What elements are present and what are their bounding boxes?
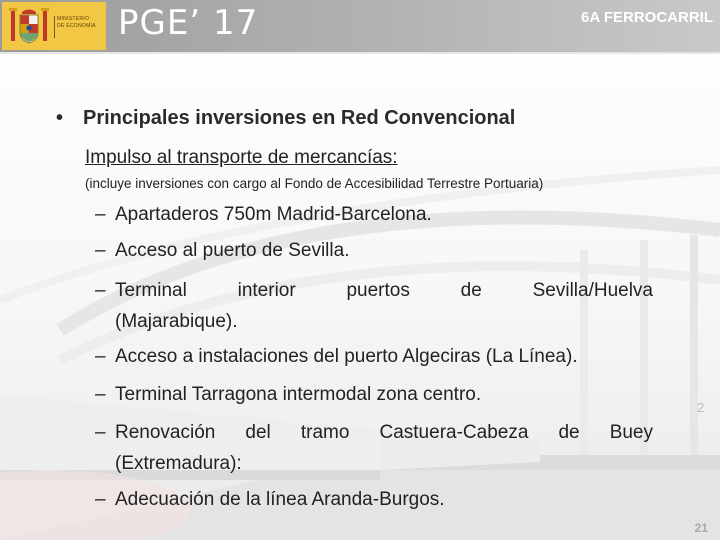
bullet-symbol: • bbox=[56, 107, 64, 129]
dash-symbol: – bbox=[95, 422, 106, 443]
dash-symbol: – bbox=[95, 346, 106, 367]
section-title: 6A FERROCARRIL bbox=[581, 9, 713, 26]
background-mark: 2 bbox=[697, 400, 705, 415]
list-item-text: Acceso a instalaciones del puerto Algeciras (La Línea). bbox=[115, 346, 578, 367]
ministry-line-1: MINISTERIO bbox=[57, 16, 90, 22]
list-item bbox=[95, 341, 653, 372]
dash-symbol: – bbox=[95, 240, 106, 261]
list-item bbox=[95, 199, 653, 230]
ministry-line-2: DE ECONOMÍA bbox=[57, 23, 96, 29]
subheading-note: (incluye inversiones con cargo al Fondo de Accesibilidad Terrestre Portuaria) bbox=[85, 176, 544, 191]
dash-symbol: – bbox=[95, 489, 106, 510]
subheading: Impulso al transporte de mercancías: bbox=[85, 147, 398, 168]
list-item-text: Adecuación de la línea Aranda-Burgos. bbox=[115, 489, 445, 510]
list-item-continuation: (Majarabique). bbox=[115, 311, 238, 332]
list-item bbox=[95, 235, 653, 266]
list-item-text: Terminal interior puertos de Sevilla/Huelva bbox=[115, 280, 653, 301]
list-item bbox=[95, 379, 653, 410]
budget-product-title: PGE’ 17 bbox=[118, 3, 259, 43]
dash-symbol: – bbox=[95, 384, 106, 405]
list-item-text: Acceso al puerto de Sevilla. bbox=[115, 240, 350, 261]
list-item-text: Terminal Tarragona intermodal zona centro. bbox=[115, 384, 482, 405]
list-item bbox=[95, 484, 653, 515]
page-number: 21 bbox=[694, 521, 708, 535]
list-item-text: Apartaderos 750m Madrid-Barcelona. bbox=[115, 204, 432, 225]
list-item-text: Renovación del tramo Castuera-Cabeza de Buey bbox=[115, 422, 653, 443]
dash-symbol: – bbox=[95, 204, 106, 225]
list-item-continuation: (Extremadura): bbox=[115, 453, 242, 474]
dash-symbol: – bbox=[95, 280, 106, 301]
list-item bbox=[95, 275, 653, 337]
slide-title: Principales inversiones en Red Convencional bbox=[83, 107, 516, 129]
list-item bbox=[95, 417, 653, 479]
